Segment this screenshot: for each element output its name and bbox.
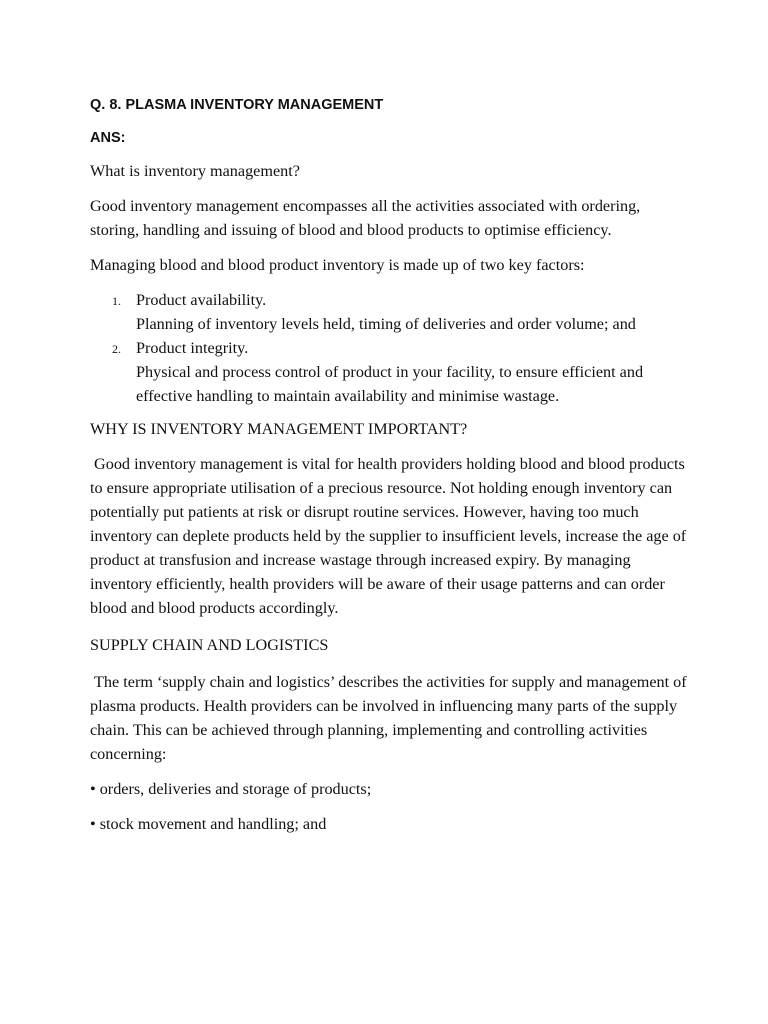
list-item: [90, 336, 690, 408]
paragraph-importance: Good inventory management is vital for health providers holding blood and blood products to ensure appropriate utilisation of a precious resource. Not holding enough inventory can potentially put patients at risk or disrupt routine services. However, having too much inventory can deplete products held by the supplier to insufficient levels, increase the age of product at transfusion and increase wastage through increased expiry. By managing inventory efficiently, health providers will be aware of their usage patterns and can order blood and blood products accordingly.: [90, 455, 691, 617]
question-text: What is inventory management?: [90, 162, 300, 180]
list-item-title: Product availability.: [136, 291, 267, 309]
list-item-description: Planning of inventory levels held, timing of deliveries and order volume; and: [136, 315, 636, 333]
paragraph-key-factors: Managing blood and blood product inventory is made up of two key factors:: [90, 256, 585, 274]
key-factors-list: [90, 288, 690, 408]
bullet-item: • stock movement and handling; and: [90, 815, 327, 833]
paragraph-supply-chain: The term ‘supply chain and logistics’ describes the activities for supply and management of plasma products. Health providers can be involved in influencing many parts of the supply chain. This can be achieved through planning, implementing and controlling activities concerning:: [90, 673, 691, 763]
bullet-item: • orders, deliveries and storage of products;: [90, 780, 372, 798]
list-number: 1.: [112, 294, 121, 308]
list-item: [90, 288, 690, 336]
paragraph-definition: Good inventory management encompasses all the activities associated with ordering, storing, handling and issuing of blood and blood products to optimise efficiency.: [90, 197, 641, 239]
list-item-description: Physical and process control of product in your facility, to ensure efficient and effective handling to maintain availability and minimise wastage.: [136, 363, 644, 405]
answer-label: ANS:: [90, 130, 126, 146]
question-title: Q. 8. PLASMA INVENTORY MANAGEMENT: [90, 97, 384, 113]
document-page: [90, 93, 690, 836]
section-heading-importance: WHY IS INVENTORY MANAGEMENT IMPORTANT?: [90, 420, 468, 438]
section-heading-supply-chain: SUPPLY CHAIN AND LOGISTICS: [90, 636, 329, 654]
list-item-title: Product integrity.: [136, 339, 249, 357]
list-number: 2.: [112, 342, 121, 356]
